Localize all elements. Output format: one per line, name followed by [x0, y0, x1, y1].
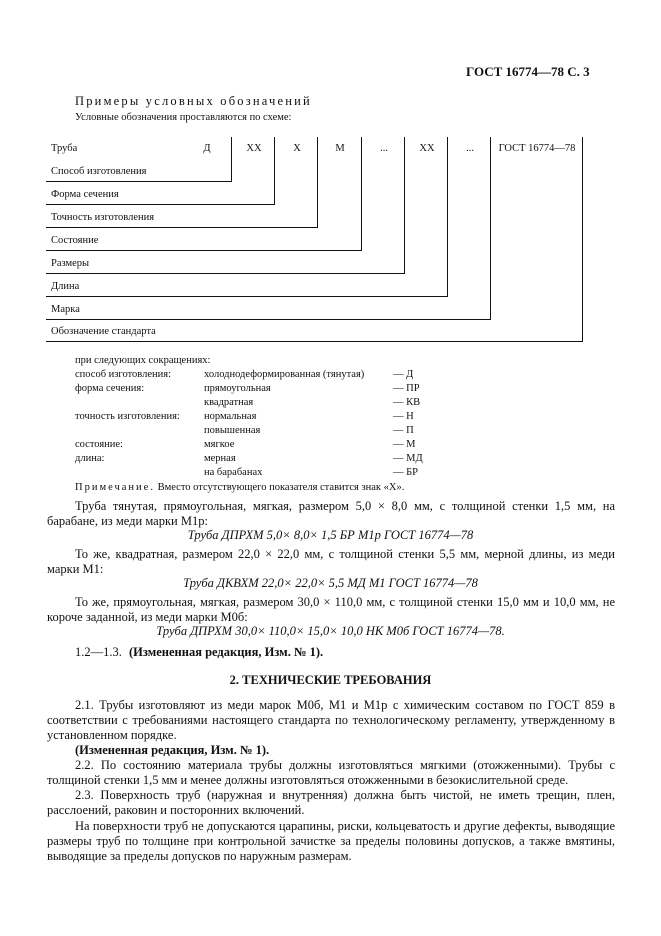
abbr-value: мерная [204, 453, 236, 464]
bracket-line [231, 137, 232, 182]
scheme-row-label: Длина [51, 281, 80, 292]
code-grade: ... [466, 143, 474, 154]
code-state: М [335, 143, 345, 154]
abbr-value: холоднодеформированная (тянутая) [204, 369, 365, 380]
abbr-intro: при следующих сокращениях: [75, 355, 211, 366]
paragraph-2-1: 2.1. Трубы изготовляют из меди марок М0б, М1 и М1р с химическим составом по ГОСТ 859 в соответствии с требованиями настоящего стандарта по технологическому регламенту, утвержденному в установленном порядке. [47, 698, 615, 742]
bracket-line [274, 137, 275, 205]
abbr-code: — Д [393, 369, 414, 380]
amendment-number: 1.2—1.3. [75, 645, 122, 659]
bracket-line [582, 137, 583, 342]
scheme-row-label: Марка [51, 304, 80, 315]
paragraph-2-1-amendment: (Измененная редакция, Изм. № 1). [75, 743, 270, 757]
page-header: ГОСТ 16774—78 С. 3 [466, 64, 590, 79]
note-label: Примечание. [75, 482, 155, 493]
example-2-text: То же, квадратная, размером 22,0 × 22,0 мм, с толщиной стенки 5,5 мм, мерной длины, из меди марки М1: [47, 547, 615, 576]
bracket-line [46, 181, 232, 182]
paragraph-2-3: 2.3. Поверхность труб (наружная и внутренняя) должна быть чистой, не иметь трещин, плен, расслоений, раковин и посторонних включений. [47, 788, 615, 817]
abbr-code: — КВ [393, 397, 421, 408]
abbr-code: — М [393, 439, 416, 450]
example-2-code: Труба ДКВХМ 22,0× 22,0× 5,5 МД М1 ГОСТ 16774—78 [183, 576, 478, 590]
scheme-row-label: Обозначение стандарта [51, 326, 156, 337]
abbr-value: нормальная [204, 411, 257, 422]
amendment-note [75, 645, 323, 660]
bracket-line [317, 137, 318, 228]
scheme-row-label: Форма сечения [51, 189, 119, 200]
abbr-value: квадратная [204, 397, 254, 408]
examples-title: Примеры условных обозначений [75, 94, 312, 108]
abbr-value: повышенная [204, 425, 261, 436]
code-standard: ГОСТ 16774—78 [498, 143, 576, 154]
abbr-value: прямоугольная [204, 383, 271, 394]
bracket-line [404, 137, 405, 274]
paragraph-2-3-defects: На поверхности труб не допускаются царапины, риски, кольцеватость и другие дефекты, выводящие размеры труб по толщине при контрольной зачистке за пределы половины допусков, а также вмятины, выводящие за пределы допусков по наружным размерам. [47, 819, 615, 863]
scheme-row-label: Размеры [51, 258, 90, 269]
section-2-title: 2. ТЕХНИЧЕСКИЕ ТРЕБОВАНИЯ [229, 673, 432, 687]
scheme-row-label: Точность изготовления [51, 212, 155, 223]
abbr-category: состояние: [75, 439, 123, 450]
abbr-category: способ изготовления: [75, 369, 171, 380]
bracket-line [490, 137, 491, 320]
bracket-line [46, 204, 275, 205]
abbr-code: — ПР [393, 383, 420, 394]
bracket-line [361, 137, 362, 251]
bracket-line [447, 137, 448, 297]
abbr-code: — МД [393, 453, 423, 464]
scheme-row-label: Способ изготовления [51, 166, 147, 177]
code-length: ХХ [419, 143, 435, 154]
paragraph-2-2: 2.2. По состоянию материала трубы должны изготовляться мягкими (отожженными). Трубы с толщиной стенки 1,5 мм и менее должны изготовляться отожженными в безокислительной среде. [47, 758, 615, 787]
amendment-text: (Измененная редакция, Изм. № 1). [129, 645, 324, 659]
bracket-line [46, 341, 583, 342]
code-method: Д [203, 143, 211, 154]
abbr-category: длина: [75, 453, 105, 464]
abbr-category: точность изготовления: [75, 411, 180, 422]
bracket-line [46, 227, 318, 228]
example-1-text: Труба тянутая, прямоугольная, мягкая, размером 5,0 × 8,0 мм, с толщиной стенки 1,5 мм, на барабане, из меди марки М1р: [47, 499, 615, 528]
scheme-top-label: Труба [51, 143, 78, 154]
abbr-value: на барабанах [204, 467, 263, 478]
abbr-value: мягкое [204, 439, 235, 450]
code-sizes: ... [380, 143, 388, 154]
abbr-code: — БР [393, 467, 418, 478]
note [75, 482, 404, 493]
example-3-text: То же, прямоугольная, мягкая, размером 30,0 × 110,0 мм, с толщиной стенки 15,0 мм и 10,0 мм, не короче заданной, из меди марки М0б: [47, 595, 615, 624]
abbr-category: форма сечения: [75, 383, 145, 394]
examples-intro: Условные обозначения проставляются по схеме: [75, 112, 292, 123]
note-text: Вместо отсутствующего показателя ставится знак «Х». [157, 482, 405, 493]
bracket-line [46, 273, 405, 274]
abbr-code: — П [393, 425, 414, 436]
bracket-line [46, 250, 362, 251]
bracket-line [46, 319, 491, 320]
code-accuracy: Х [293, 143, 301, 154]
scheme-row-label: Состояние [51, 235, 99, 246]
abbr-code: — Н [393, 411, 414, 422]
example-1-code: Труба ДПРХМ 5,0× 8,0× 1,5 БР М1р ГОСТ 16774—78 [187, 528, 474, 542]
bracket-line [46, 296, 448, 297]
example-3-code: Труба ДПРХМ 30,0× 110,0× 15,0× 10,0 НК М0б ГОСТ 16774—78. [156, 624, 505, 638]
code-shape: ХХ [246, 143, 262, 154]
